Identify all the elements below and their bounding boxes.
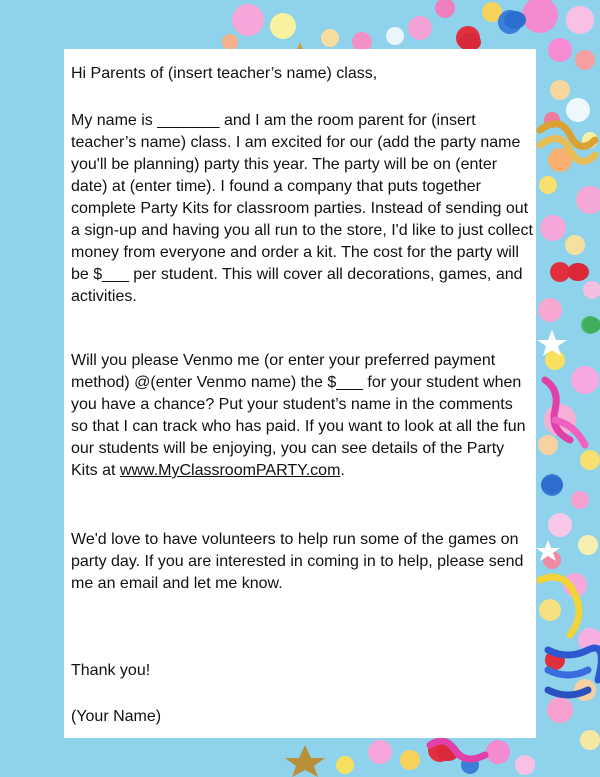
party-kits-link[interactable]: www.MyClassroomPARTY.com <box>119 462 341 479</box>
letter-signature: (Your Name) <box>71 708 162 725</box>
letter-closing: Thank you! <box>71 662 151 679</box>
payment-text-end: . <box>340 462 345 479</box>
letter-greeting: Hi Parents of (insert teacher’s name) class, <box>71 65 378 82</box>
payment-text: Will you please Venmo me (or enter your preferred payment method) @(enter Venmo name) the $___ for your student when you have a chance? Put your student’s name in the comments so that I can track who has paid. If you want to look at all the fun our students will be enjoying, you can see details of the Party Kits at <box>71 352 526 479</box>
letter-paragraph-payment <box>71 350 533 482</box>
letter-paragraph-volunteers: We'd love to have volunteers to help run some of the games on party day. If you are interested in coming in to help, please send me an email and let me know. <box>71 531 524 592</box>
letter-paragraph-intro: My name is _______ and I am the room parent for (insert teacher’s name) class. I am excited for our (add the party name you'll be planning) party this year. The party will be on (enter date) at (enter time). I found a company that puts together complete Party Kits for classroom parties. Instead of sending out a sign-up and having you all run to the store, I'd like to just collect money from everyone and order a kit. The cost for the party will be $___ per student. This will cover all decorations, games, and activities. <box>71 112 533 305</box>
